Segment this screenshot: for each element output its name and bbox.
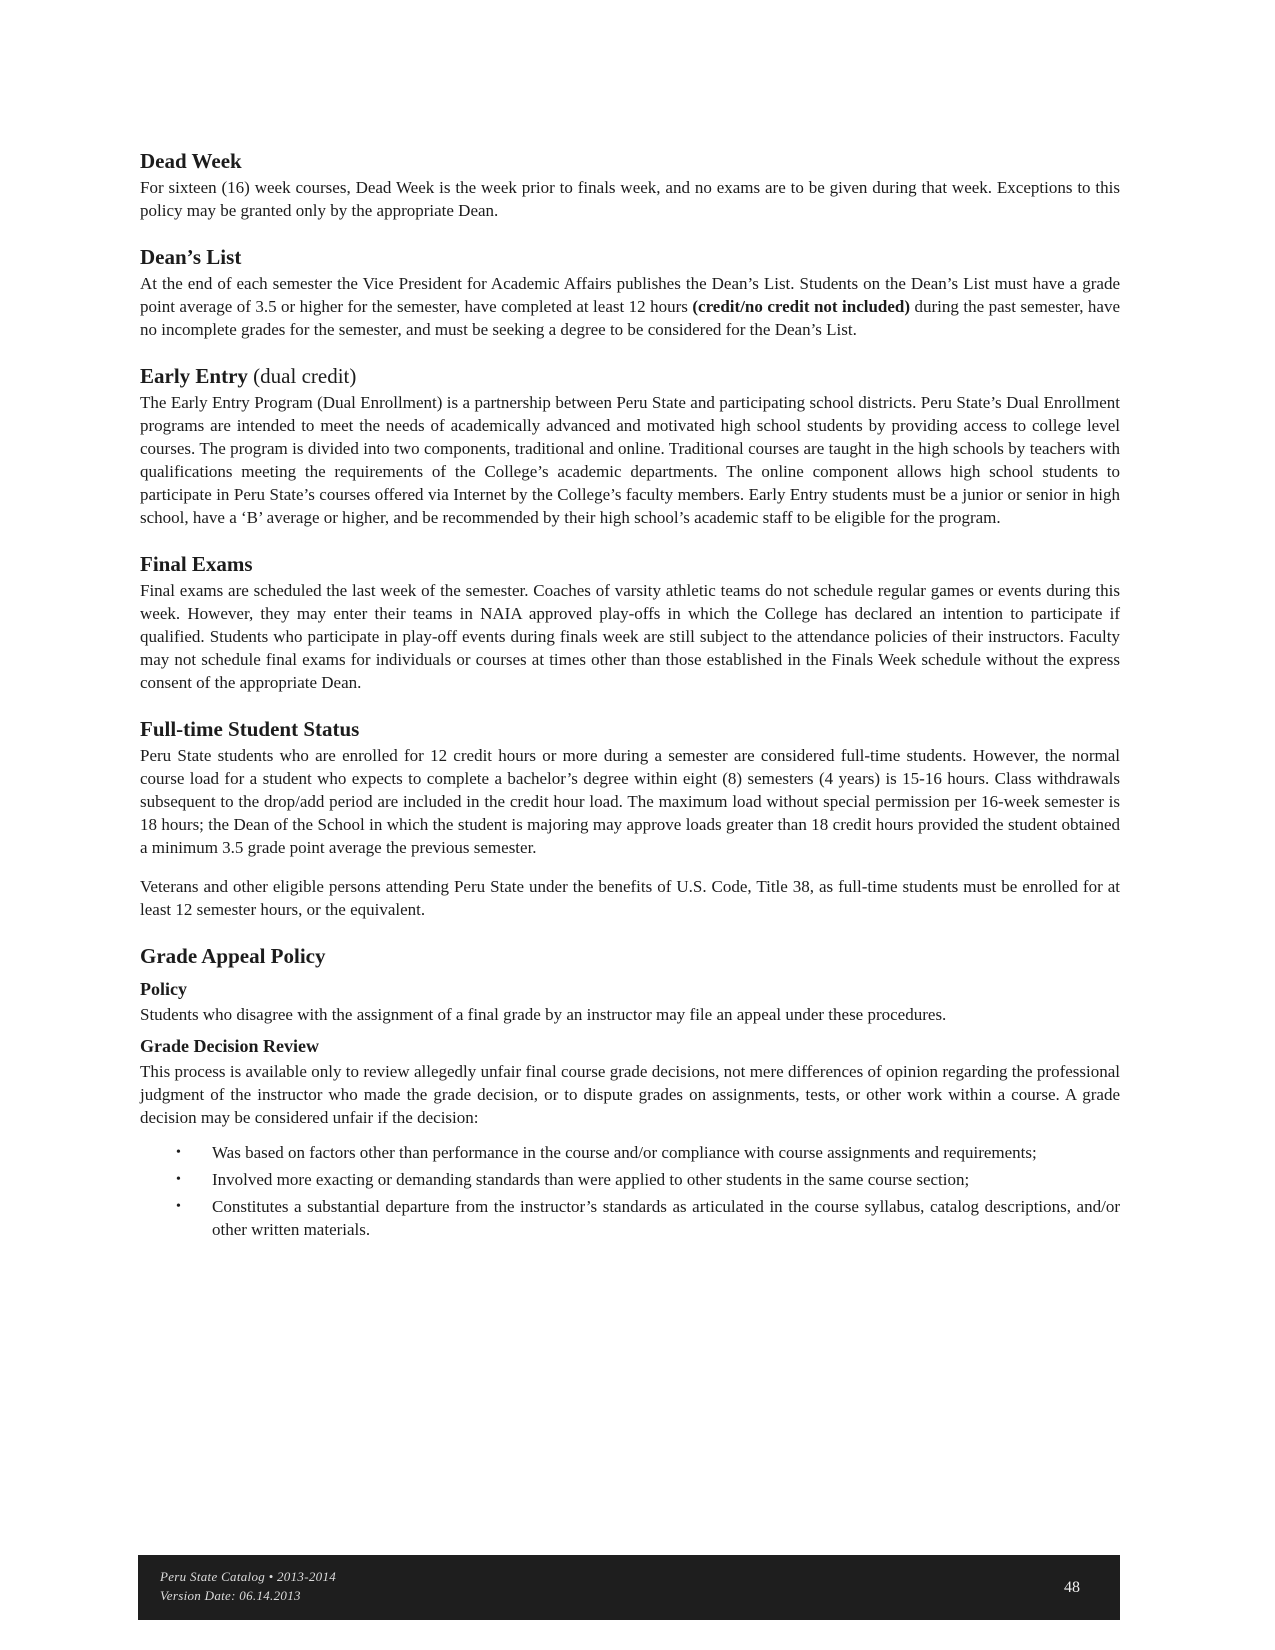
list-item-text: Was based on factors other than performance in the course and/or compliance with course assignments and requirements;	[212, 1143, 1037, 1162]
heading-grade-appeal: Grade Appeal Policy	[140, 944, 326, 968]
section-grade-appeal	[140, 943, 1120, 1241]
section-dead-week	[140, 148, 1120, 222]
list-item	[140, 1168, 1120, 1191]
section-full-time-status	[140, 716, 1120, 921]
paragraph-grade-decision-review: This process is available only to review allegedly unfair final course grade decisions, not mere differences of opinion regarding the professional judgment of the instructor who made the grade decision, or to dispute grades on assignments, tests, or other work within a course. A grade decision may be considered unfair if the decision:	[140, 1062, 1120, 1127]
paragraph-final-exams: Final exams are scheduled the last week of the semester. Coaches of varsity athletic teams do not schedule regular games or events during this week. However, they may enter their teams in NAIA approved play-offs in which the College has declared an intention to participate if qualified. Students who participate in play-off events during finals week are still subject to the attendance policies of their instructors. Faculty may not schedule final exams for individuals or courses at times other than those established in the Finals Week schedule without the express consent of the appropriate Dean.	[140, 581, 1120, 692]
unfair-decision-list	[140, 1141, 1120, 1241]
subheading-policy: Policy	[140, 979, 187, 999]
heading-early-entry	[140, 363, 1120, 389]
list-item	[140, 1141, 1120, 1164]
page-number: 48	[1064, 1579, 1080, 1596]
heading-dead-week: Dead Week	[140, 149, 242, 173]
section-final-exams	[140, 551, 1120, 694]
paragraph-early-entry: The Early Entry Program (Dual Enrollment) is a partnership between Peru State and participating school districts. Peru State’s Dual Enrollment programs are intended to meet the needs of academically advanced and motivated high school students by providing access to college level courses. The program is divided into two components, traditional and online. Traditional courses are taught in the high schools by teachers with qualifications meeting the requirements of the College’s academic departments. The online component allows high school students to participate in Peru State’s courses offered via Internet by the College’s faculty members. Early Entry students must be a junior or senior in high school, have a ‘B’ average or higher, and be recommended by their high school’s academic staff to be eligible for the program.	[140, 393, 1120, 527]
bullet-icon: •	[176, 1199, 181, 1214]
early-entry-title-aside: (dual credit)	[247, 364, 357, 388]
list-item-text: Constitutes a substantial departure from the instructor’s standards as articulated in the course syllabus, catalog descriptions, and/or other written materials.	[212, 1197, 1120, 1239]
bullet-icon: •	[176, 1145, 181, 1160]
document-page	[140, 148, 1120, 1263]
deans-list-text-before: At the end of each semester the Vice President for Academic Affairs publishes the Dean’s List. Students on the Dean’s List must have a grade point average of 3.5 or higher for the semester, have completed at least 12 hours	[140, 274, 1120, 316]
paragraph-full-time-1: Peru State students who are enrolled for 12 credit hours or more during a semester are considered full-time students. However, the normal course load for a student who expects to complete a bachelor’s degree within eight (8) semesters (4 years) is 15-16 hours. Class withdrawals subsequent to the drop/add period are included in the credit hour load. The maximum load without special permission per 16-week semester is 18 hours; the Dean of the School in which the student is majoring may approve loads greater than 18 credit hours provided the student obtained a minimum 3.5 grade point average the previous semester.	[140, 746, 1120, 857]
deans-list-text-after: during the past semester, have no incomplete grades for the semester, and must be seeking a degree to be considered for the Dean’s List.	[140, 297, 1120, 339]
section-deans-list	[140, 244, 1120, 341]
paragraph-dead-week: For sixteen (16) week courses, Dead Week is the week prior to finals week, and no exams are to be given during that week. Exceptions to this policy may be granted only by the appropriate Dean.	[140, 178, 1120, 220]
heading-final-exams: Final Exams	[140, 552, 253, 576]
deans-list-bold-note: (credit/no credit not included)	[692, 297, 911, 316]
heading-full-time-status: Full-time Student Status	[140, 717, 360, 741]
section-early-entry	[140, 363, 1120, 529]
paragraph-full-time-2: Veterans and other eligible persons attending Peru State under the benefits of U.S. Code, Title 38, as full-time students must be enrolled for at least 12 semester hours, or the equivalent.	[140, 877, 1120, 919]
page-footer	[138, 1555, 1120, 1620]
footer-version-date: Version Date: 06.14.2013	[160, 1588, 301, 1603]
heading-deans-list: Dean’s List	[140, 245, 242, 269]
bullet-icon: •	[176, 1172, 181, 1187]
paragraph-deans-list	[140, 272, 1120, 341]
list-item-text: Involved more exacting or demanding standards than were applied to other students in the same course section;	[212, 1170, 970, 1189]
footer-catalog-title: Peru State Catalog • 2013-2014	[160, 1569, 337, 1584]
subheading-grade-decision-review: Grade Decision Review	[140, 1036, 319, 1056]
list-item	[140, 1195, 1120, 1241]
early-entry-title: Early Entry	[140, 364, 248, 388]
paragraph-policy: Students who disagree with the assignment of a final grade by an instructor may file an appeal under these procedures.	[140, 1005, 947, 1024]
